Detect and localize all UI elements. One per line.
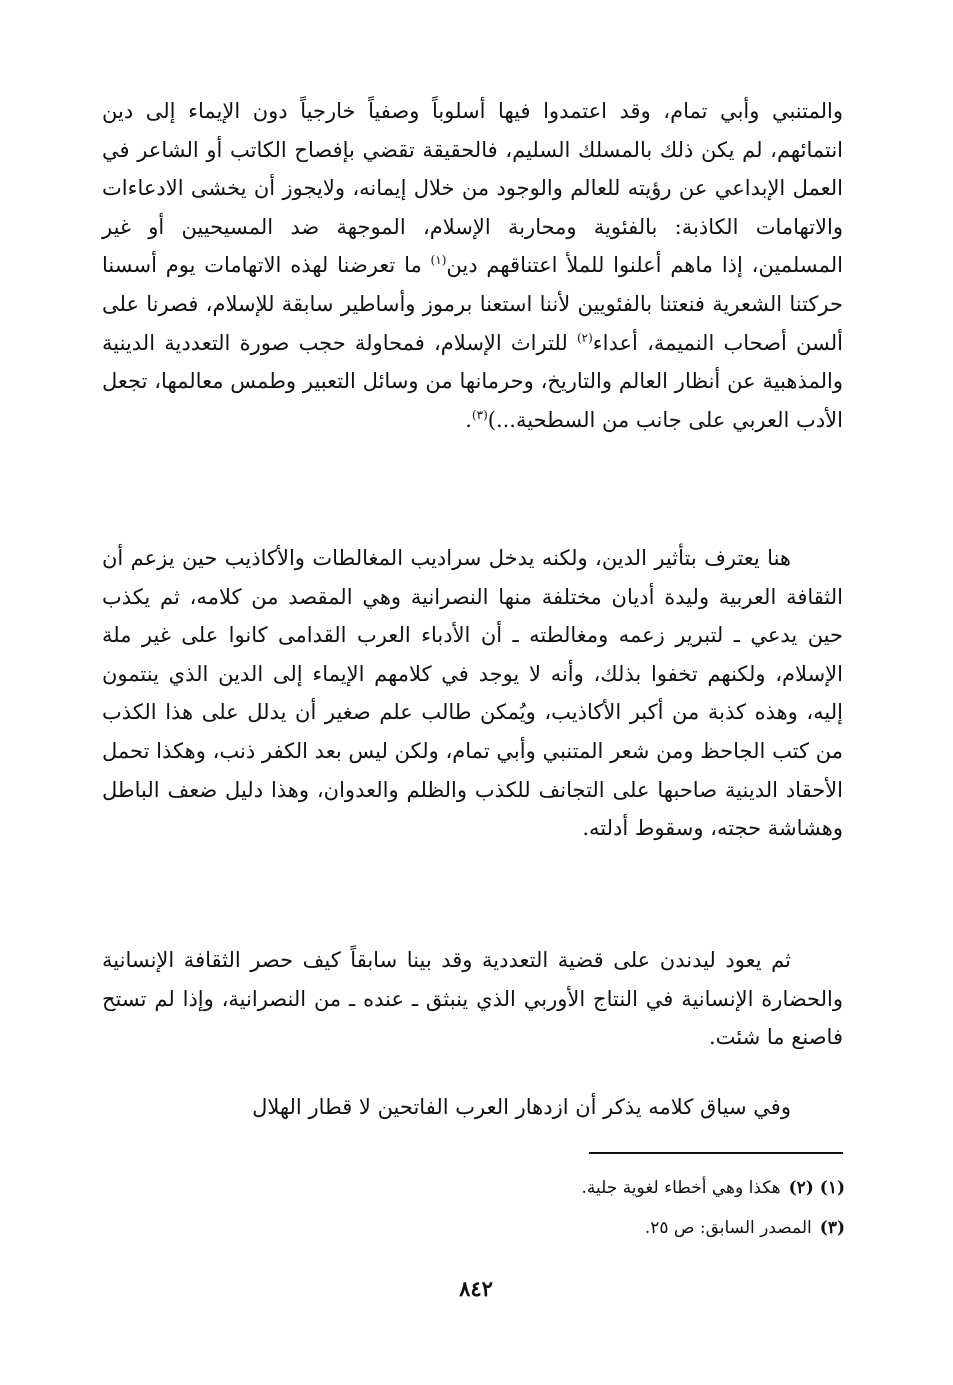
paragraph-1 xyxy=(102,92,843,439)
footnote-1-text: هكذا وهي أخطاء لغوية جلية. xyxy=(581,1178,781,1198)
paragraph-4: وفي سياق كلامه يذكر أن ازدهار العرب الفاتحين لا قطار الهلال xyxy=(252,1095,791,1119)
paragraph-1-text-b: ما تعرضنا لهذه الاتهامات يوم أسسنا حركتنا الشعرية فنعتنا بالفئويين لأننا استعنا برموز وأساطير سابقة للإسلام، فصرنا على ألسن أصحاب النميمة، أعداء xyxy=(102,253,843,355)
paragraph-1-text-c: للتراث الإسلام، فمحاولة حجب صورة التعددية الدينية والمذهبية عن أنظار العالم والتاريخ، وحرمانها من وسائل التعبير وطمس معالمها، تجعل الأدب العربي على جانب من السطحية...) xyxy=(102,330,843,432)
paragraph-2: هنا يعترف بتأثير الدين، ولكنه يدخل سراديب المغالطات والأكاذيب حين يزعم أن الثقافة العربية وليدة أديان مختلفة منها النصرانية وهي المقصد من كلامه، ثم يكذب حين يدعي ـ لتبرير زعمه ومغالطته ـ أن الأدباء العرب القدامى كانوا على غير ملة الإسلام، ولكنهم تخفوا بذلك، وأنه لا يوجد في كلامهم الإيماء إلى الدين الذي ينتمون إليه، وهذه كذبة من أكبر الأكاذيب، ويُمكن طالب علم صغير أن يدلل على هذا الكذب من كتب الجاحظ ومن شعر المتنبي وأبي تمام، ولكن ليس بعد الكفر ذنب، وهكذا تحمل الأحقاد الدينية صاحبها على التجانف للكذب والظلم والعدوان، وهذا دليل ضعف الباطل وهشاشة حجته، وسقوط أدلته. xyxy=(102,546,843,841)
footnote-2-text: المصدر السابق: ص ٢٥. xyxy=(644,1218,812,1238)
paragraph-3: ثم يعود ليدندن على قضية التعددية وقد بينا سابقاً كيف حصر الثقافة الإنسانية والحضارة الإنسانية في النتاج الأوربي الذي ينبثق ـ عنده ـ من النصرانية، وإذا لم تستح فاصنع ما شئت. xyxy=(102,948,843,1050)
footnote-ref-3: (٣) xyxy=(471,407,488,422)
footnote-ref-1: (١) xyxy=(430,253,447,268)
paragraph-1-text-a: والمتنبي وأبي تمام، وقد اعتمدوا فيها أسلوباً وصفياً خارجياً دون الإيماء إلى دين انتمائهم، لم يكن ذلك بالمسلك السليم، فالحقيقة تقضي بإفصاح الكاتب أو الشاعر في العمل الإبداعي عن رؤيته للعالم والوجود من خلال إيمانه، ولايجوز أن يخشى الادعاءات والاتهامات الكاذبة: بالفئوية ومحاربة الإسلام، الموجهة ضد المسيحيين أو غير المسلمين، إذا ماهم أعلنوا للملأ اعتناقهم دين xyxy=(102,99,843,278)
footnote-ref-2: (٢) xyxy=(576,330,593,345)
paragraph-1-text-d: . xyxy=(465,407,472,432)
footnote-divider xyxy=(589,1152,843,1154)
footnote-2-number: (٣) xyxy=(819,1218,845,1238)
page-number: ٨٤٢ xyxy=(459,1276,493,1301)
footnote-1-number: (١) (٢) xyxy=(788,1178,845,1198)
footnote-2 xyxy=(645,1216,845,1240)
footnote-1 xyxy=(582,1176,846,1200)
